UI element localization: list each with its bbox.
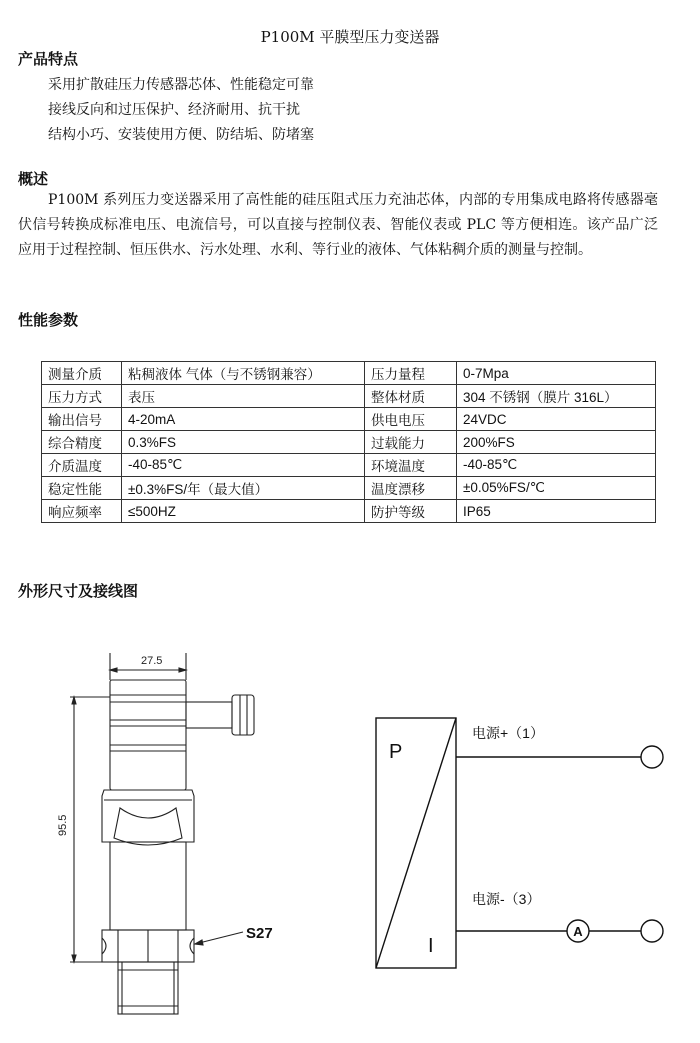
spec-label: 输出信号 bbox=[42, 408, 122, 431]
spec-value: 0.3%FS bbox=[122, 431, 365, 454]
specs-heading: 性能参数 bbox=[18, 311, 79, 329]
spec-label: 测量介质 bbox=[42, 362, 122, 385]
document-title: P100M 平膜型压力变送器 bbox=[260, 28, 440, 46]
terminal-negative bbox=[641, 920, 663, 942]
spec-value: IP65 bbox=[457, 500, 656, 523]
spec-value: 304 不锈钢（膜片 316L） bbox=[457, 385, 656, 408]
spec-row bbox=[42, 385, 656, 408]
spec-row bbox=[42, 431, 656, 454]
i-label: I bbox=[428, 935, 434, 957]
spec-label: 整体材质 bbox=[365, 385, 457, 408]
spec-label: 介质温度 bbox=[42, 454, 122, 477]
spec-value: -40-85℃ bbox=[457, 454, 656, 477]
connector-head bbox=[110, 680, 186, 790]
spec-value: 4-20mA bbox=[122, 408, 365, 431]
sensor-body bbox=[110, 842, 186, 930]
power-plus-label: 电源+（1） bbox=[472, 725, 544, 741]
spec-label: 响应频率 bbox=[42, 500, 122, 523]
spec-label: 防护等级 bbox=[365, 500, 457, 523]
features-heading: 产品特点 bbox=[18, 50, 79, 68]
spec-label: 综合精度 bbox=[42, 431, 122, 454]
width-dimension: 27.5 bbox=[141, 655, 163, 667]
height-dimension: 95.5 bbox=[57, 814, 69, 836]
spec-value: 24VDC bbox=[457, 408, 656, 431]
spec-label: 稳定性能 bbox=[42, 477, 122, 500]
feature-item: 接线反向和过压保护、经济耐用、抗干扰 bbox=[48, 102, 300, 118]
cable-gland bbox=[186, 702, 232, 728]
overview-heading: 概述 bbox=[18, 170, 49, 188]
spec-label: 环境温度 bbox=[365, 454, 457, 477]
drawing-heading: 外形尺寸及接线图 bbox=[18, 582, 139, 600]
spec-value: 粘稠液体 气体（与不锈钢兼容） bbox=[122, 362, 365, 385]
cable-gland-nut bbox=[232, 695, 254, 735]
power-minus-label: 电源-（3） bbox=[472, 891, 541, 907]
spec-value: ±0.3%FS/年（最大值） bbox=[122, 477, 365, 500]
spec-value: 表压 bbox=[122, 385, 365, 408]
collar bbox=[102, 790, 194, 842]
spec-label: 过载能力 bbox=[365, 431, 457, 454]
spec-value: -40-85℃ bbox=[122, 454, 365, 477]
spec-value: ≤500HZ bbox=[122, 500, 365, 523]
p-label: P bbox=[389, 741, 403, 763]
spec-value: 0-7Mpa bbox=[457, 362, 656, 385]
ammeter-label: A bbox=[573, 924, 583, 939]
arrow-head bbox=[179, 668, 186, 672]
spec-row bbox=[42, 408, 656, 431]
spec-value: ±0.05%FS/℃ bbox=[457, 477, 656, 500]
spec-row bbox=[42, 362, 656, 385]
spec-value: 200%FS bbox=[457, 431, 656, 454]
arrow-head bbox=[72, 955, 76, 962]
spec-label: 压力方式 bbox=[42, 385, 122, 408]
spec-table bbox=[41, 361, 656, 523]
spec-label: 压力量程 bbox=[365, 362, 457, 385]
spec-row bbox=[42, 500, 656, 523]
overview-text: P100M 系列压力变送器采用了高性能的硅压阻式压力充油芯体，内部的专用集成电路将传感器毫伏信号转换成标准电压、电流信号，可以直接与控制仪表、智能仪表或 PLC 等方便相连。该产品广泛应用于过程控制、恒压供水、污水处理、水利、等行业的液体、气体粘稠介质的测量与控制。 bbox=[18, 192, 658, 258]
spec-label: 供电电压 bbox=[365, 408, 457, 431]
dimension-and-wiring-drawing bbox=[0, 640, 700, 1040]
feature-item: 采用扩散硅压力传感器芯体、性能稳定可靠 bbox=[48, 77, 314, 93]
feature-item: 结构小巧、安装使用方便、防结垢、防堵塞 bbox=[48, 127, 314, 143]
spec-row bbox=[42, 454, 656, 477]
hex-size-label: S27 bbox=[246, 925, 273, 942]
spec-row bbox=[42, 477, 656, 500]
diagonal-line bbox=[376, 718, 456, 968]
arrow-head bbox=[195, 940, 203, 945]
arrow-head bbox=[110, 668, 117, 672]
spec-label: 温度漂移 bbox=[365, 477, 457, 500]
arrow-head bbox=[72, 697, 76, 704]
overview-paragraph bbox=[18, 188, 658, 263]
terminal-positive bbox=[641, 746, 663, 768]
